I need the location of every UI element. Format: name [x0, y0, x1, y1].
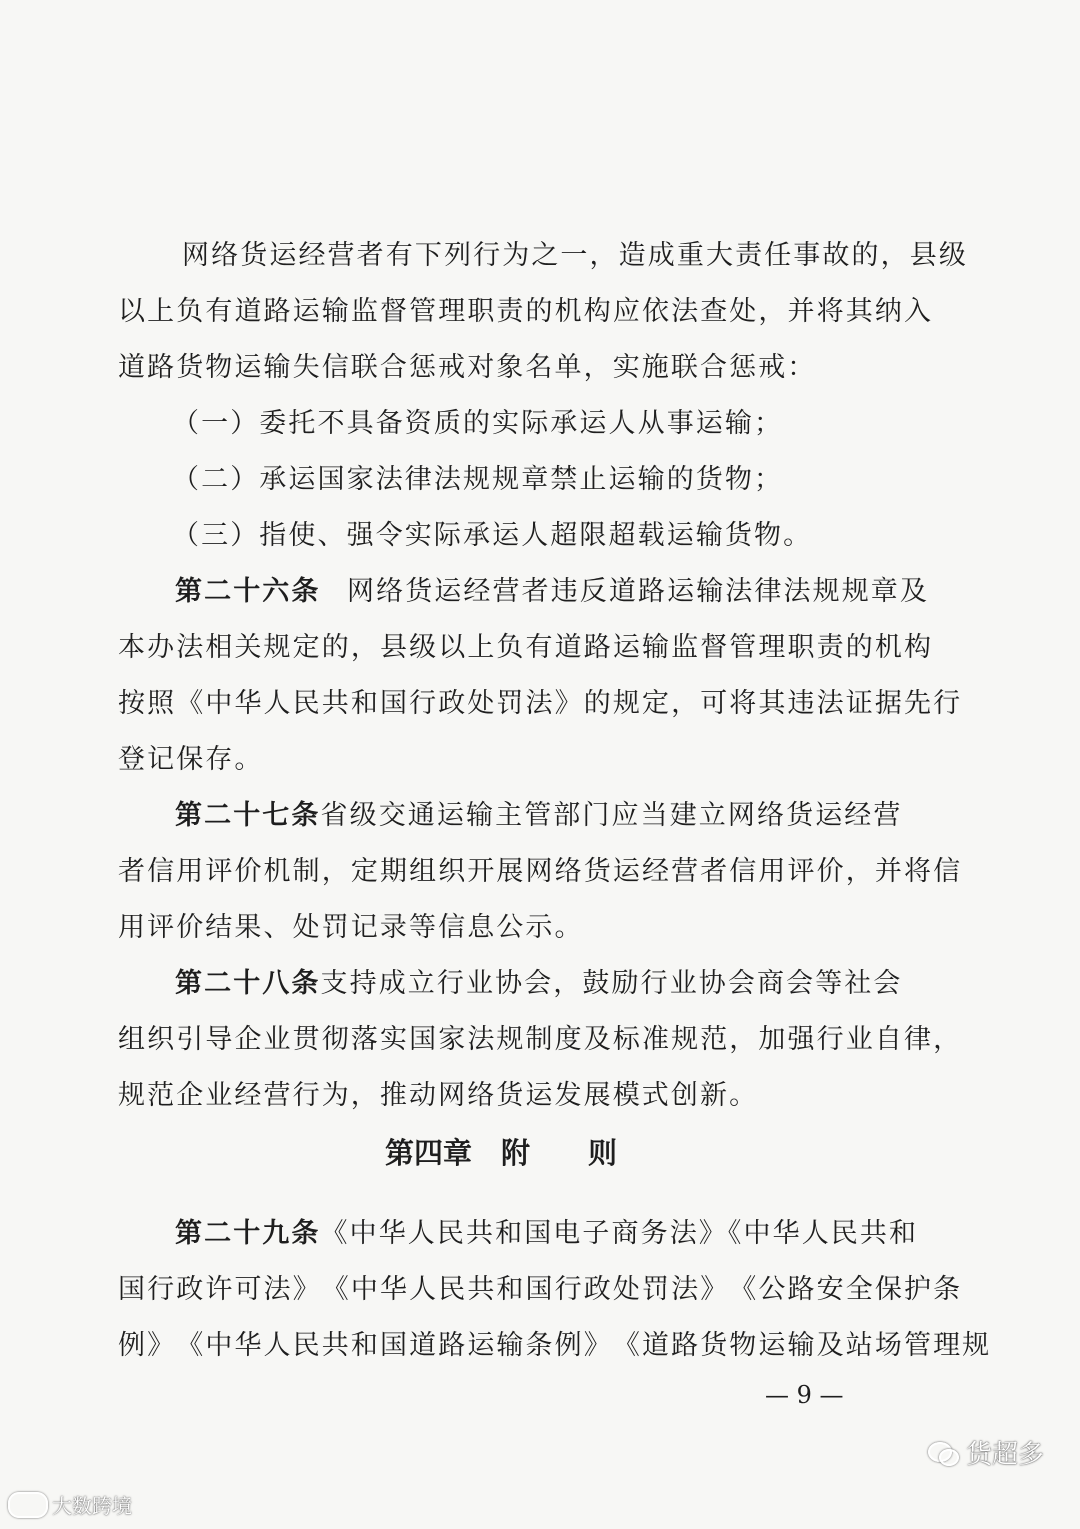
list-item: （一）委托不具备资质的实际承运人从事运输；: [172, 408, 784, 439]
article-28-first-line: [175, 966, 903, 1002]
article-text: 省级交通运输主管部门应当建立网络货运经营: [320, 800, 903, 831]
paragraph-line: 规范企业经营行为，推动网络货运发展模式创新。: [118, 1080, 759, 1111]
article-text: 《中华人民共和国电子商务法》《中华人民共和: [320, 1218, 919, 1249]
paragraph-line: 用评价结果、处罚记录等信息公示。: [118, 912, 584, 943]
paragraph-line: 以 上 负 有 道 路 运 输 监 督 管 理 职 责 的 机 构 应 依 法 查 处 ， 并 将 其 纳 入: [118, 296, 934, 327]
paragraph-line: 国 行 政 许 可 法 》 《 中 华 人 民 共 和 国 行 政 处 罚 法 》 《 公 路 安 全 保 护 条: [118, 1274, 963, 1305]
watermark-right: [928, 1434, 1044, 1471]
paragraph-line: 网 络 货 运 经 营 者 有 下 列 行 为 之 一 ， 造 成 重 大 责 任 事 故 的 ， 县 级: [182, 240, 968, 271]
paragraph-line: 按 照 《 中 华 人 民 共 和 国 行 政 处 罚 法 》 的 规 定 ， 可 将 其 违 法 证 据 先 行: [118, 688, 963, 719]
paragraph-line: 者 信 用 评 价 机 制 ， 定 期 组 织 开 展 网 络 货 运 经 营 者 信 用 评 价 ， 并 将 信: [118, 856, 963, 887]
paragraph-line: 组 织 引 导 企 业 贯 彻 落 实 国 家 法 规 制 度 及 标 准 规 范 ， 加 强 行 业 自 律 ，: [118, 1024, 963, 1055]
article-26-first-line: [175, 574, 929, 610]
article-label: 第二十八条: [175, 968, 321, 999]
paragraph-line: 例 》 《 中 华 人 民 共 和 国 道 路 运 输 条 例 》 《 道 路 货 物 运 输 及 站 场 管 理 规: [118, 1330, 992, 1361]
paragraph-line: 登记保存。: [118, 744, 264, 775]
chapter-heading: 第四章 附 则: [385, 1136, 618, 1170]
watermark-left: [8, 1490, 132, 1519]
list-item: （二）承运国家法律法规规章禁止运输的货物；: [172, 464, 784, 495]
article-text: 网络货运经营者违反道路运输法律法规规章及: [347, 576, 929, 607]
article-27-first-line: [175, 798, 903, 834]
watermark-right-text: 货超多: [966, 1440, 1045, 1470]
wechat-icon: [928, 1440, 958, 1466]
watermark-logo-icon: [8, 1492, 48, 1518]
paragraph-line: 道路货物运输失信联合惩戒对象名单，实施联合惩戒：: [118, 352, 817, 383]
article-29-first-line: [175, 1216, 919, 1252]
page-number: — 9 —: [765, 1381, 844, 1409]
list-item: （三）指使、强令实际承运人超限超载运输货物。: [172, 520, 813, 551]
article-label: 第二十七条: [175, 800, 321, 831]
article-label: 第二十六条: [175, 576, 321, 607]
article-text: 支持成立行业协会，鼓励行业协会商会等社会: [320, 968, 903, 999]
article-label: 第二十九条: [175, 1218, 321, 1249]
watermark-left-text: 大数跨境: [52, 1494, 132, 1518]
paragraph-line: 本 办 法 相 关 规 定 的 ， 县 级 以 上 负 有 道 路 运 输 监 督 管 理 职 责 的 机 构: [118, 632, 934, 663]
